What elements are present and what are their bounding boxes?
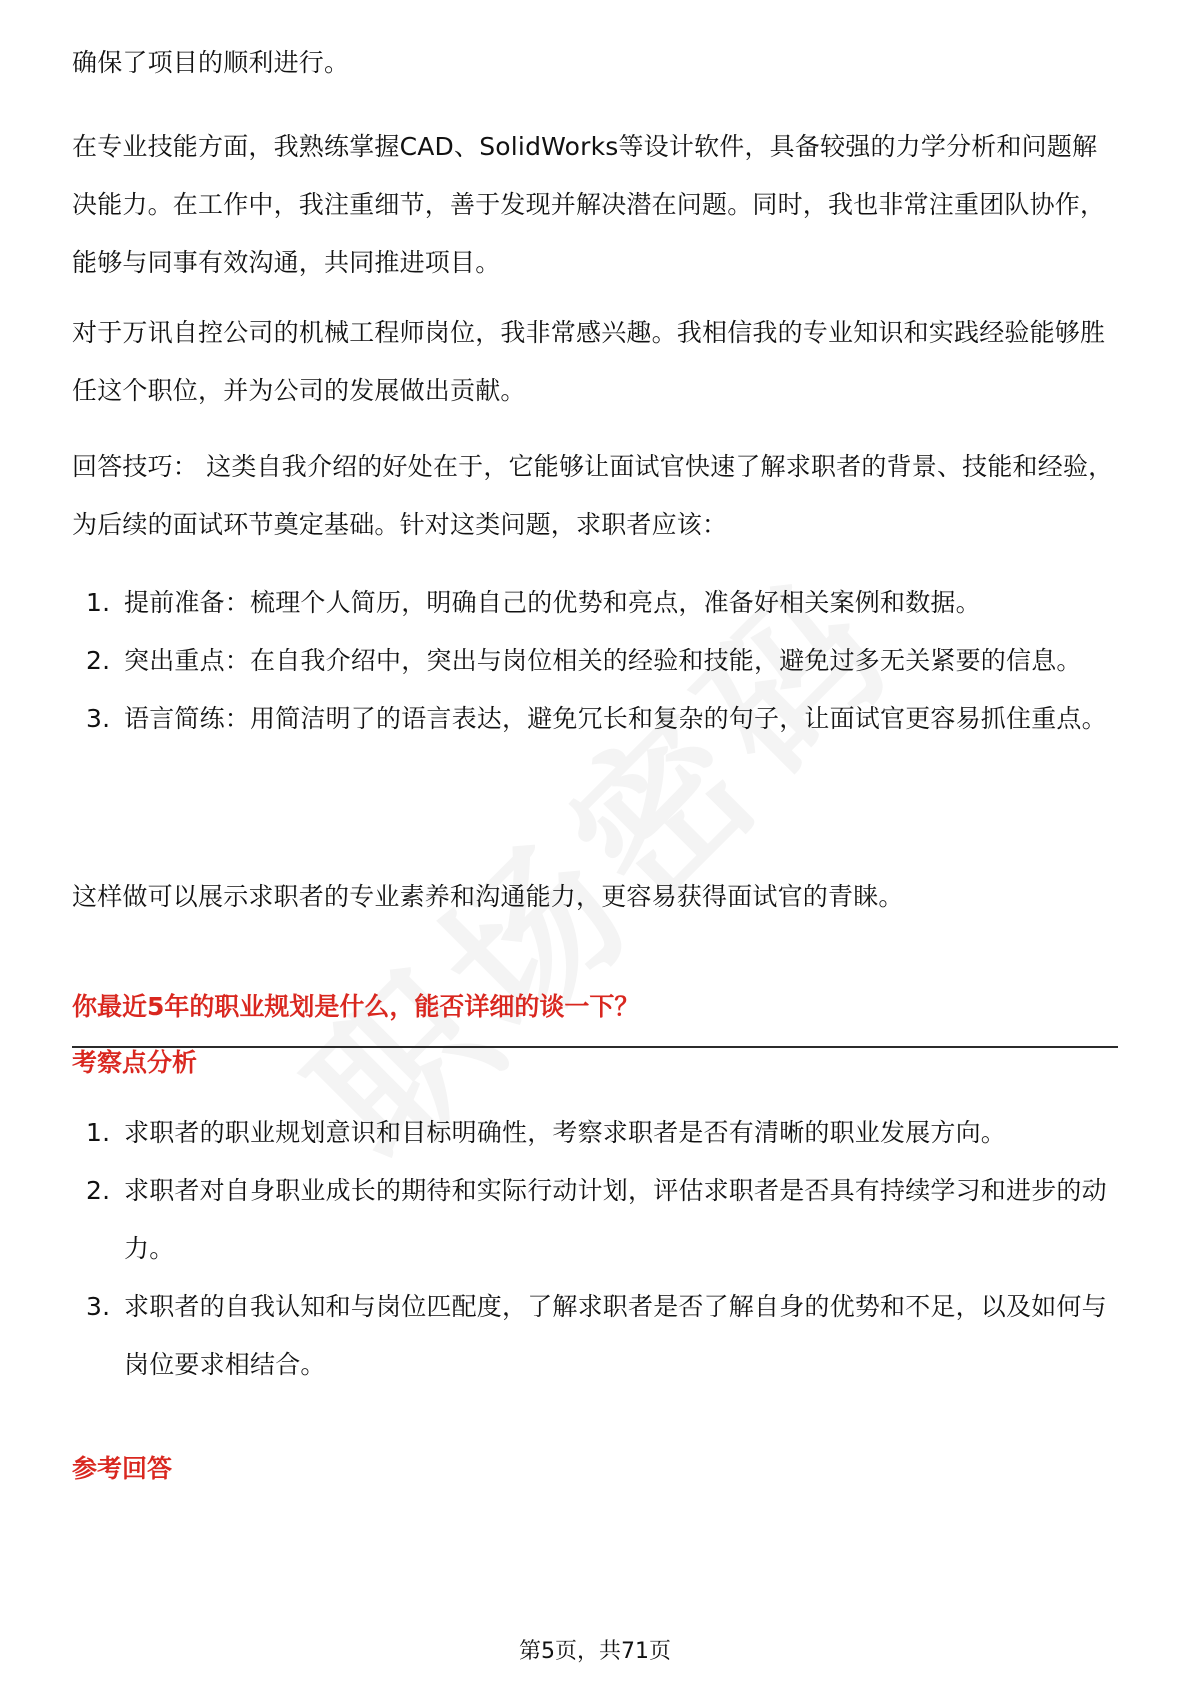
list-item: [72, 1104, 1118, 1162]
list-text: 求职者的职业规划意识和目标明确性，考察求职者是否有清晰的职业发展方向。: [124, 1118, 1007, 1147]
list-number: 2.: [86, 646, 111, 675]
list-text: 语言简练：用简洁明了的语言表达，避免冗长和复杂的句子，让面试官更容易抓住重点。: [124, 704, 1107, 733]
list-number: 3.: [86, 704, 111, 733]
list-text: 求职者的自我认知和与岗位匹配度，了解求职者是否了解自身的优势和不足，以及如何与岗位要求相结合。: [124, 1292, 1107, 1379]
analysis-list: [72, 1104, 1118, 1394]
list-text: 求职者对自身职业成长的期待和实际行动计划，评估求职者是否具有持续学习和进步的动力。: [124, 1176, 1107, 1263]
section-divider: [72, 1046, 1118, 1048]
paragraph-conclusion: 这样做可以展示求职者的专业素养和沟通能力，更容易获得面试官的青睐。: [72, 882, 904, 911]
answer-heading: 参考回答: [72, 1454, 173, 1483]
paragraph-skills: 在专业技能方面，我熟练掌握CAD、SolidWorks等设计软件，具备较强的力学分析和问题解决能力。在工作中，我注重细节，善于发现并解决潜在问题。同时，我也非常注重团队协作，能够与同事有效沟通，共同推进项目。: [72, 132, 1106, 277]
paragraph-continued: 确保了项目的顺利进行。: [72, 48, 350, 77]
list-text: 突出重点：在自我介绍中，突出与岗位相关的经验和技能，避免过多无关紧要的信息。: [124, 646, 1082, 675]
list-item: [72, 690, 1118, 748]
list-item: [72, 1278, 1118, 1394]
list-item: [72, 632, 1118, 690]
paragraph-tips-intro: 回答技巧： 这类自我介绍的好处在于，它能够让面试官快速了解求职者的背景、技能和经验，为后续的面试环节奠定基础。针对这类问题，求职者应该：: [72, 452, 1114, 539]
list-number: 1.: [86, 588, 111, 617]
analysis-heading: 考察点分析: [72, 1048, 198, 1077]
list-number: 1.: [86, 1118, 111, 1147]
list-number: 2.: [86, 1176, 111, 1205]
page-number: 第5页，共71页: [519, 1639, 671, 1664]
list-number: 3.: [86, 1292, 111, 1321]
list-text: 提前准备：梳理个人简历，明确自己的优势和亮点，准备好相关案例和数据。: [124, 588, 981, 617]
question-title: 你最近5年的职业规划是什么，能否详细的谈一下？: [72, 992, 640, 1021]
tips-list: [72, 574, 1118, 748]
list-item: [72, 574, 1118, 632]
list-item: [72, 1162, 1118, 1278]
paragraph-interest: 对于万讯自控公司的机械工程师岗位，我非常感兴趣。我相信我的专业知识和实践经验能够胜任这个职位，并为公司的发展做出贡献。: [72, 318, 1106, 405]
